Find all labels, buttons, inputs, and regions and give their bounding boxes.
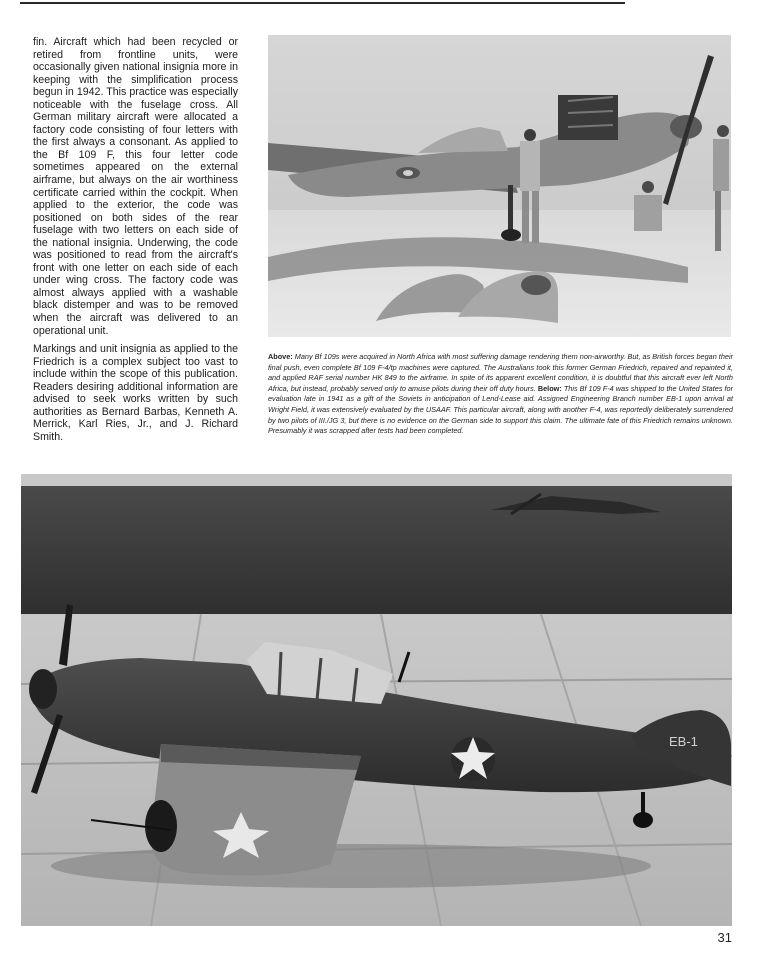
body-paragraph-1: fin. Aircraft which had been recycled or retired from frontline units, were occasionally given national insignia more in keeping with the simplification process begun in 1942. This practice was especially noticeable with the fuselage cross. All German military aircraft were allocated a factory code consisting of four letters with the first always a consonant. As applied to the Bf 109 F, this four letter code sometimes appeared on the external airframe, but always on the air worthiness certificate carried within the cockpit. When applied to the exterior, the code was positioned on both sides of the rear fuselage with two letters on each side of the national insignia. Underwing, the code was positioned to read from the aircraft's front with one letter on each side of each under wing cross. The factory code was almost always applied with a washable black distemper and was to be removed when the aircraft was delivered to an operational unit. xyxy=(33,36,238,337)
top-rule xyxy=(20,2,625,4)
photo-bf109-f4-wright-field xyxy=(21,474,732,926)
photo-captured-bf109-north-africa xyxy=(268,35,731,337)
body-text-column xyxy=(33,36,238,450)
caption-below-label: Below: xyxy=(537,383,562,393)
page-number: 31 xyxy=(717,930,732,945)
caption-below-text: This Bf 109 F-4 was shipped to the United States for evaluation late in 1941 as a gift of the Soviets in anticipation of Lend-Lease aid. Assigned Engineering Branch number EB-1 upon arrival at Wright Field, it was extensively evaluated by the USAAF. This particular aircraft, along with another F-4, was reportedly deliberately surrendered by two pilots of III./JG 3, but there is no evidence on the German side to support this claim. The ultimate fate of this Friedrich remains unknown. Presumably it was scrapped after tests had been completed. xyxy=(268,383,734,436)
tail-code: EB-1 xyxy=(669,734,698,749)
photo-caption xyxy=(268,352,733,437)
caption-above-text: Many Bf 109s were acquired in North Africa with most suffering damage rendering them non-airworthy. But, as British forces began their final push, even complete Bf 109 F-4/tp machines were captured. The Australians took this former German Friedrich, repaired and repainted it, and applied RAF serial number HK 849 to the airframe. In spite of its apparent excellent condition, it is doubtful that this aircraft ever left North Africa, but instead, probably served only to amuse pilots during their off duty hours. xyxy=(268,352,733,393)
body-paragraph-2: Markings and unit insignia as applied to the Friedrich is a complex subject too vast to include within the scope of this publication. Readers desiring additional information are advised to seek works written by such authorities as Bernard Barbas, Kenneth A. Merrick, Karl Ries, Jr., and J. Richard Smith. xyxy=(33,343,238,443)
caption-above-label: Above: xyxy=(268,352,293,361)
